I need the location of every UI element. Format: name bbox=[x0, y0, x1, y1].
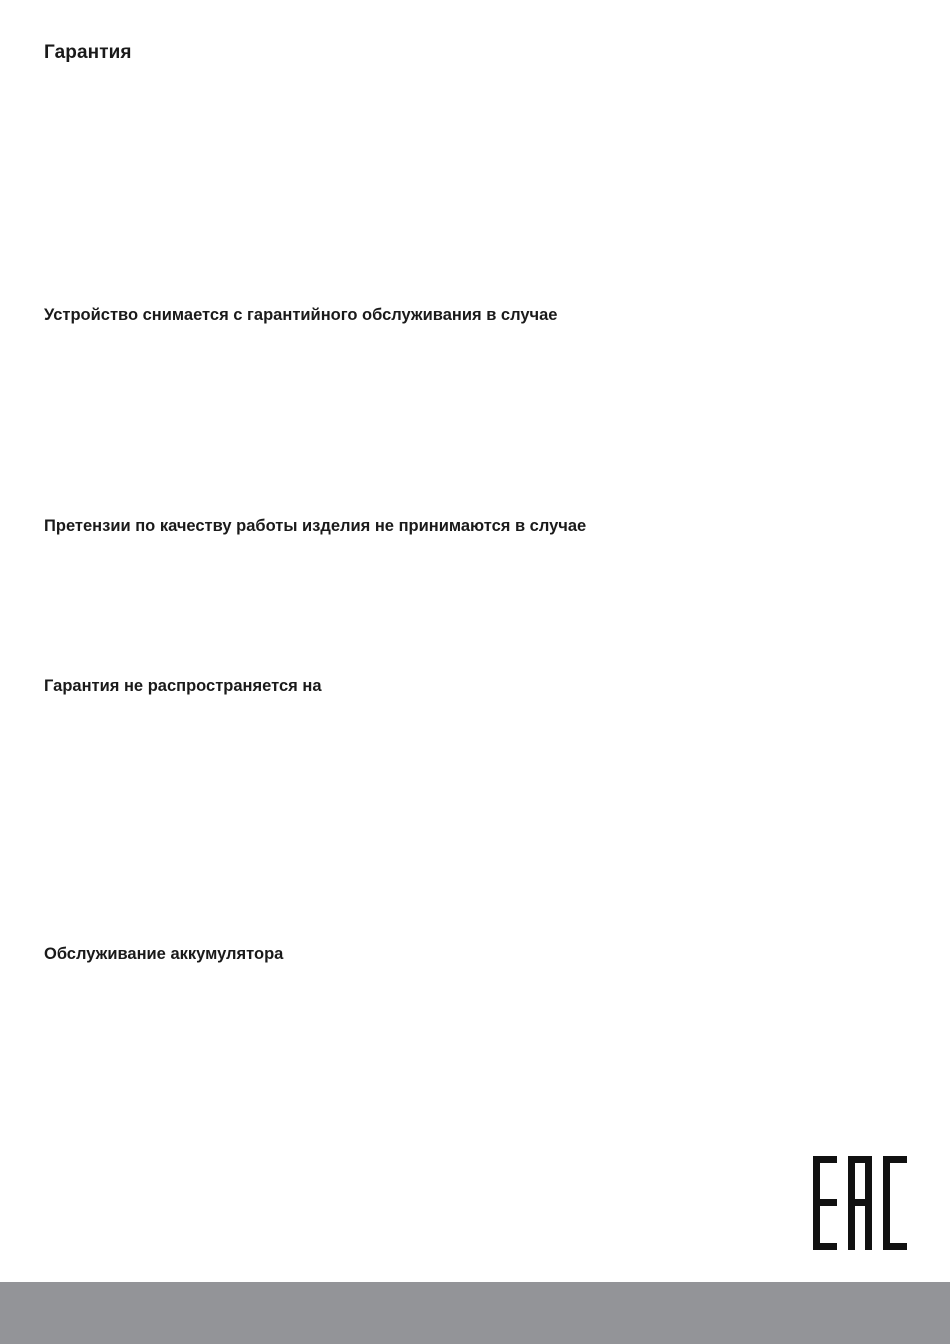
section-heading-warranty-exclusions: Гарантия не распространяется на bbox=[44, 677, 322, 695]
section-heading-warranty-removal: Устройство снимается с гарантийного обслуживания в случае bbox=[44, 306, 558, 324]
eac-certification-icon bbox=[813, 1156, 907, 1250]
section-heading-quality-claims: Претензии по качеству работы изделия не принимаются в случае bbox=[44, 517, 587, 535]
section-heading-battery-service: Обслуживание аккумулятора bbox=[44, 945, 284, 963]
footer-bar bbox=[0, 1282, 950, 1344]
page-title: Гарантия bbox=[44, 42, 132, 63]
